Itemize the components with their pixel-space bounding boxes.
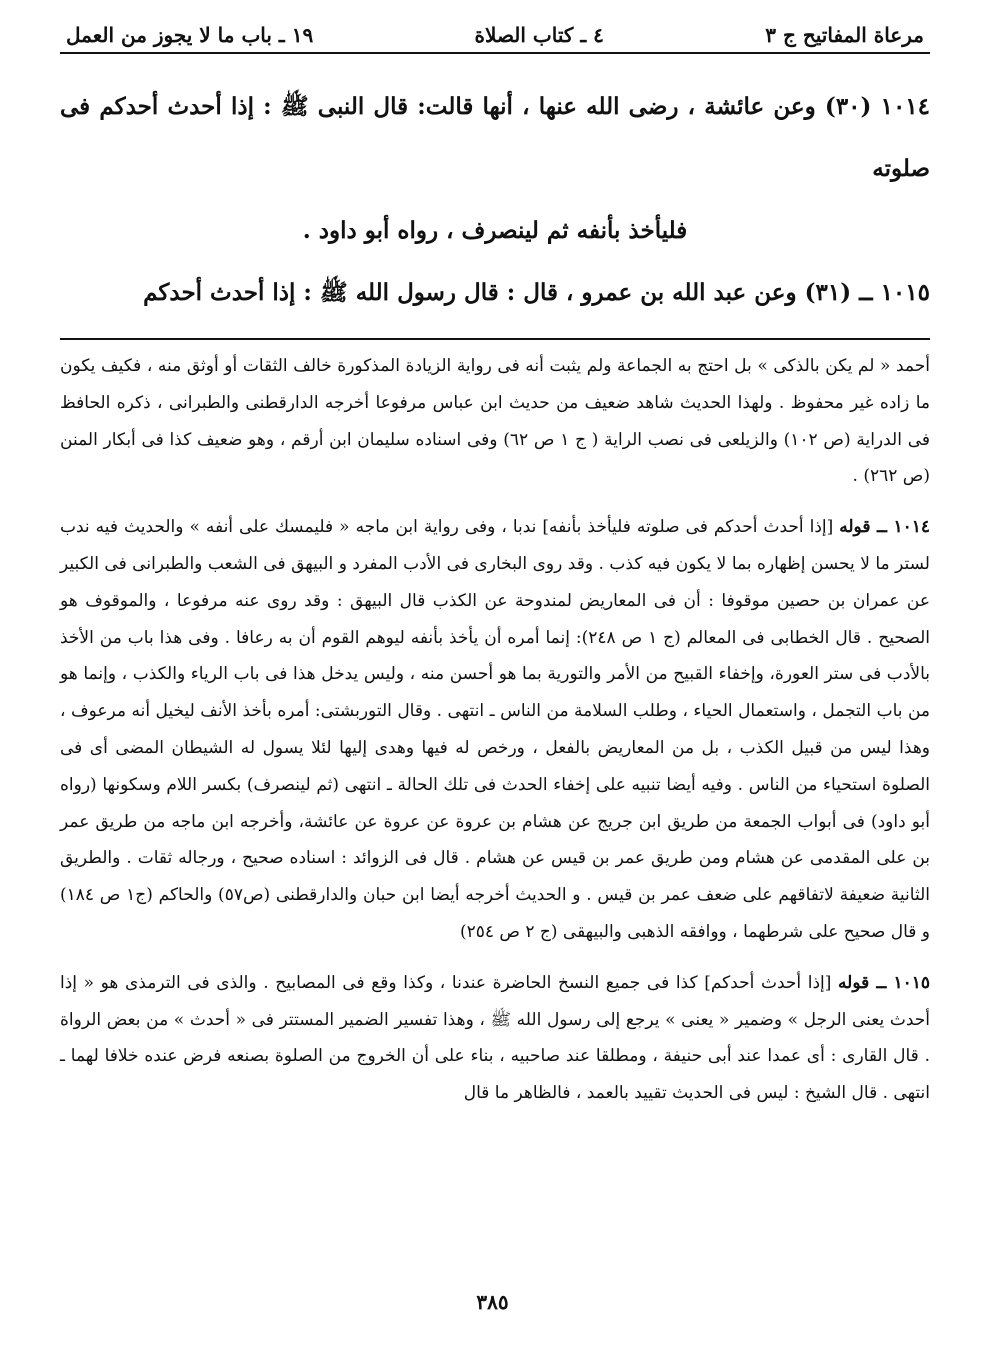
running-header	[60, 18, 930, 54]
commentary	[60, 348, 930, 1112]
hadith-1014-line-2: فليأخذ بأنفه ثم لينصرف ، رواه أبو داود .	[302, 217, 688, 244]
commentary-paragraph-1015	[60, 965, 930, 1112]
commentary-text-1014: [إذا أحدث أحدكم فى صلوته فليأخذ بأنفه] ندبا ، وفى رواية ابن ماجه « فليمسك على أنفه » والحديث فيه ندب لستر ما لا يحسن إظهاره بما لا يكون فيه كذب . وقد روى البخارى فى الأدب المفرد و البيهق فى الشعب والطبرانى فى الكبير عن عمران بن حصين موقوفا : أن فى المعاريض لمندوحة عن الكذب قال البيهق : وقد روى عنه مرفوعا ، والموقوف هو الصحيح . قال الخطابى فى المعالم (ج ١ ص ٢٤٨): إنما أمره أن يأخذ بأنفه ليوهم القوم أن به رعافا . وفى هذا باب من الأخذ بالأدب فى ستر العورة، وإخفاء القبيح من الأمر والتورية بما هو أحسن منه ، وليس يدخل هذا فى باب الرياء والكذب ، وإنما هو من باب التجمل ، واستعمال الحياء ، وطلب السلامة من الناس ـ انتهى . وقال التوربشتى: أمره بأخذ الأنف ليخيل أنه مرعوف ، وهذا ليس من قبيل الكذب ، بل من المعاريض بالفعل ، ورخص له فيها وهدى إليها لئلا يسول له الشيطان المضى أى فى الصلوة استحياء من الناس . وفيه أيضا تنبيه على إخفاء الحدث فى تلك الحالة ـ انتهى (ثم لينصرف) بكسر اللام وسكونها (رواه أبو داود) فى أبواب الجمعة من طريق ابن جريج عن هشام بن عروة عن عروة عن عائشة، وأخرجه ابن ماجه من طريق عمر بن على المقدمى عن هشام ومن طريق عمر بن قيس عن هشام . قال فى الزوائد : اسناده صحيح ، ورجاله ثقات . والطريق الثانية ضعيفة لاتفاقهم على ضعف عمر بن قيس . و الحديث أخرجه أيضا ابن حبان والدارقطنى (ص٥٧) والحاكم (ج١ ص ١٨٤) و قال صحيح على شرطهما ، ووافقه الذهبى والبيهقى (ج ٢ ص ٢٥٤)	[60, 517, 930, 942]
hadith-1015-line-1: ١٠١٥ ــ (٣١) وعن عبد الله بن عمرو ، قال : قال رسول الله ﷺ : إذا أحدث أحدكم	[143, 279, 930, 306]
book-page	[60, 18, 930, 1122]
commentary-text-1015: [إذا أحدث أحدكم] كذا فى جميع النسخ الحاضرة عندنا ، وكذا وقع فى المصابيح . والذى فى الترمذى هو « إذا أحدث يعنى الرجل » وضمير « يعنى » يرجع إلى رسول الله ﷺ ، وهذا تفسير الضمير المستتر فى « أحدث » من بعض الرواة . قال القارى : أى عمدا عند أبى حنيفة ، ومطلقا عند صاحبيه ، بناء على أن الخروج من الصلوة بصنعه فرض عنده خلافا لهما ـ انتهى . قال الشيخ : ليس فى الحديث تقييد بالعمد ، فالظاهر ما قال	[60, 972, 930, 1104]
commentary-lemma-1015: ١٠١٥ ــ قوله	[838, 972, 930, 993]
header-book-title: مرعاة المفاتيح ج ٣	[765, 23, 924, 47]
hadith-text	[60, 76, 930, 324]
commentary-paragraph-1: أحمد « لم يكن بالذكى » بل احتج به الجماعة ولم يثبت أنه فى رواية الزيادة المذكورة خالف الثقات أو أوثق منه ، فكيف يكون ما زاده غير محفوظ . ولهذا الحديث شاهد ضعيف من حديث ابن عباس مرفوعا أخرجه الدارقطنى والطبرانى ، ذكره الحافظ فى الدراية (ص ١٠٢) والزيلعى فى نصب الراية ( ج ١ ص ٦٢) وفى اسناده سليمان ابن أرقم ، وهو ضعيف كذا فى أبكار المنن (ص ٢٦٢) .	[60, 356, 930, 487]
header-section: ١٩ ـ باب ما لا يجوز من العمل	[66, 23, 314, 47]
commentary-paragraph-1014	[60, 509, 930, 951]
header-chapter: ٤ ـ كتاب الصلاة	[474, 23, 604, 47]
commentary-lemma-1014: ١٠١٤ ــ قوله	[839, 517, 930, 538]
footnote-divider	[60, 338, 930, 340]
hadith-1014-line-1: ١٠١٤ (٣٠) وعن عائشة ، رضى الله عنها ، أنها قالت: قال النبى ﷺ : إذا أحدث أحدكم فى صلوته	[60, 93, 931, 182]
page-number: ٣٨٥	[476, 1290, 509, 1314]
